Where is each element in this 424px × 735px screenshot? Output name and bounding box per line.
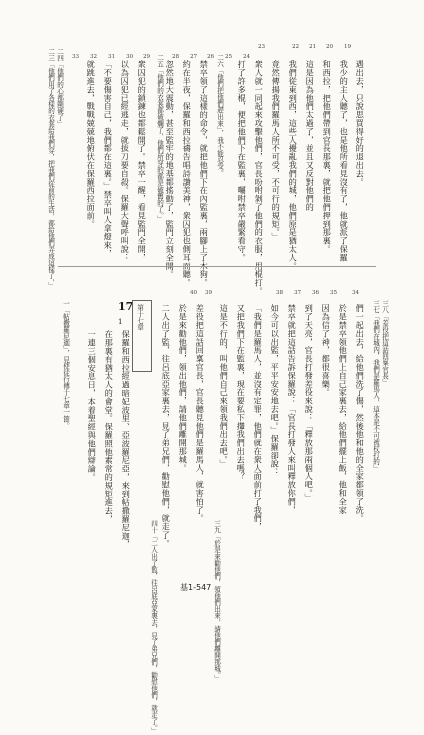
line-number: 32 (90, 54, 98, 60)
line-number: 38 (276, 290, 284, 296)
text-column: 打了許多棍，便把他們下在監裏，囑咐禁卒嚴緊看守。 (237, 60, 248, 262)
text-column: 衆囚犯的鎖鍊也都鬆開了。禁卒一醒，看見監門全開， (137, 60, 148, 262)
text-column: 忽然地大震動，甚至監牢的地基都搖動了，監門立刻全開。 (165, 60, 176, 279)
text-column: 因為信了神，都很喜樂。 (321, 304, 332, 397)
footnote: 二六「他們把他們趕出來」，我不能忍受。 (215, 54, 224, 177)
text-column: 約在半夜，保羅和西拉禱告唱詩讚美神，衆囚犯也側耳而聽。 (182, 60, 193, 287)
text-column: 差役把這話回稟官長，官長聽見他們是羅馬人，就害怕了。 (195, 304, 206, 523)
text-column: 於是禁卒領他們上自己家裏去，給他們擺上飯，他和全家 (338, 304, 349, 514)
footnote: 二三「他們用了各樣的衣裳給我們穿，把我們從前的生活，都給他們弄成這樣了，」 (46, 48, 55, 289)
text-column: 禁卒領了這樣的命令，就把他們下在內監裏，兩腳上了木狗。 (199, 60, 210, 287)
text-column: 衆人就一同起來攻擊他們，官長吩咐剝了他們的衣服，用棍打。 (254, 60, 265, 296)
line-number: 22 (292, 44, 300, 50)
line-number: 30 (126, 54, 134, 60)
line-number: 19 (344, 44, 352, 50)
line-number: 29 (143, 54, 151, 60)
text-column: 二人出了監，往呂底亞家裏去，見了弟兄們，勸慰他們，就走了。 (161, 304, 172, 548)
line-number: 36 (312, 290, 320, 296)
line-number: 24 (243, 54, 251, 60)
text-column: 「不要傷害自己，我們都在這裏。」禁卒叫人拿燈來， (103, 60, 114, 258)
footnote: 三七「我們在城內，我們是羅馬人，這本是不可被杖打的」 (371, 300, 380, 472)
text-column: 又把我們下在監裏，現在要私下攆我們出去嗎？ (236, 304, 247, 481)
text-column: 如今可以出監，平平安安地去吧。」保羅卻說： (270, 304, 281, 477)
text-column: 保羅和西拉經過暗妃波里、亞波羅尼亞，來到帖撒羅尼迦， (121, 330, 132, 549)
text-column: 禁卒就把這話告訴保羅說：「官長打發人來叫釋放你們， (287, 304, 298, 514)
line-number: 39 (205, 290, 213, 296)
line-number: 20 (326, 44, 334, 50)
line-number: 31 (108, 54, 116, 60)
line-number: 26 (207, 54, 215, 60)
line-number: 25 (225, 54, 233, 60)
line-number: 33 (72, 54, 80, 60)
line-number: 21 (309, 44, 317, 50)
text-column: 這是因為他們太過了，並且又反對他們的 (305, 60, 316, 212)
text-column: 遇出去，只說思買得好的退出去。 (355, 60, 366, 186)
text-column: 在那裏有猶太人的會堂。保羅照他素常的規矩進去， (104, 330, 115, 524)
footnote: 三八「差役把這話回稟官長」 (380, 300, 389, 386)
text-column: 一連三個安息日，本着聖經與他們辯論。 (87, 330, 98, 482)
line-number: 37 (294, 290, 302, 296)
line-number: 35 (330, 290, 338, 296)
footnote: 二五「他們的衣裳都破爛了，他們所穿的都是破舊的了。」 (155, 54, 164, 223)
footnote: 二四「他們的心都剛硬了」 (55, 48, 64, 128)
text-column: 以為囚犯已經逃走，就拔刀要自殺。保羅大聲呼叫說： (120, 60, 131, 262)
text-column: 這是不行的，叫他們自己來領我們出去吧。」 (219, 304, 230, 468)
text-column: 於是來勸他們，領出他們，請他們離開那城。 (178, 304, 189, 472)
text-column: 就跳進去，戰戰兢兢地俯伏在保羅西拉面前。 (86, 60, 97, 228)
footnote: 四十「二人出了監，往呂底亞家裏去，見了弟兄們，勸慰他們，就走了。」 (149, 520, 158, 735)
chapter-side-label: 第十七章 (135, 304, 144, 331)
line-number: 28 (172, 54, 180, 60)
footnote: 三九「於是來勸他們，領他們出來，請他們離開那城。」 (212, 520, 221, 682)
page-number: 基1-547 (180, 583, 212, 592)
section-divider (58, 266, 376, 267)
text-column: 到了天亮，官長打發差役來說：「釋放那兩個人吧。」 (304, 304, 315, 502)
text-column: 「我們是羅馬人，並沒有定罪，他們就在衆人面前打了我們， (253, 304, 264, 531)
verse-number: 1 (118, 318, 123, 326)
line-number: 34 (352, 290, 360, 296)
text-column: 和西拉，把他們帶到官長那裏，就把他們押到那裏。 (322, 60, 333, 254)
chapter-number: 17 (118, 300, 134, 313)
chapter-footnote: 一「帖撒羅尼迦」，見使徒行傳十七章一節。 (61, 300, 70, 429)
text-column: 我們從東到西，這些人擾亂我們的城，他們原是猶太人。 (288, 60, 299, 270)
line-number: 40 (190, 290, 198, 296)
text-column: 竟然傳揚我們羅馬人所不可受，不可行的規矩。」 (271, 60, 282, 241)
text-column: 我少的主人聽了，也是他所看見沒有了，他就派了保羅 (339, 60, 350, 262)
line-number: 23 (258, 44, 266, 50)
text-column: 們一起出去，給他們洗了傷，然後他和他的全家都領了洗。 (355, 304, 366, 523)
line-number: 27 (190, 54, 198, 60)
